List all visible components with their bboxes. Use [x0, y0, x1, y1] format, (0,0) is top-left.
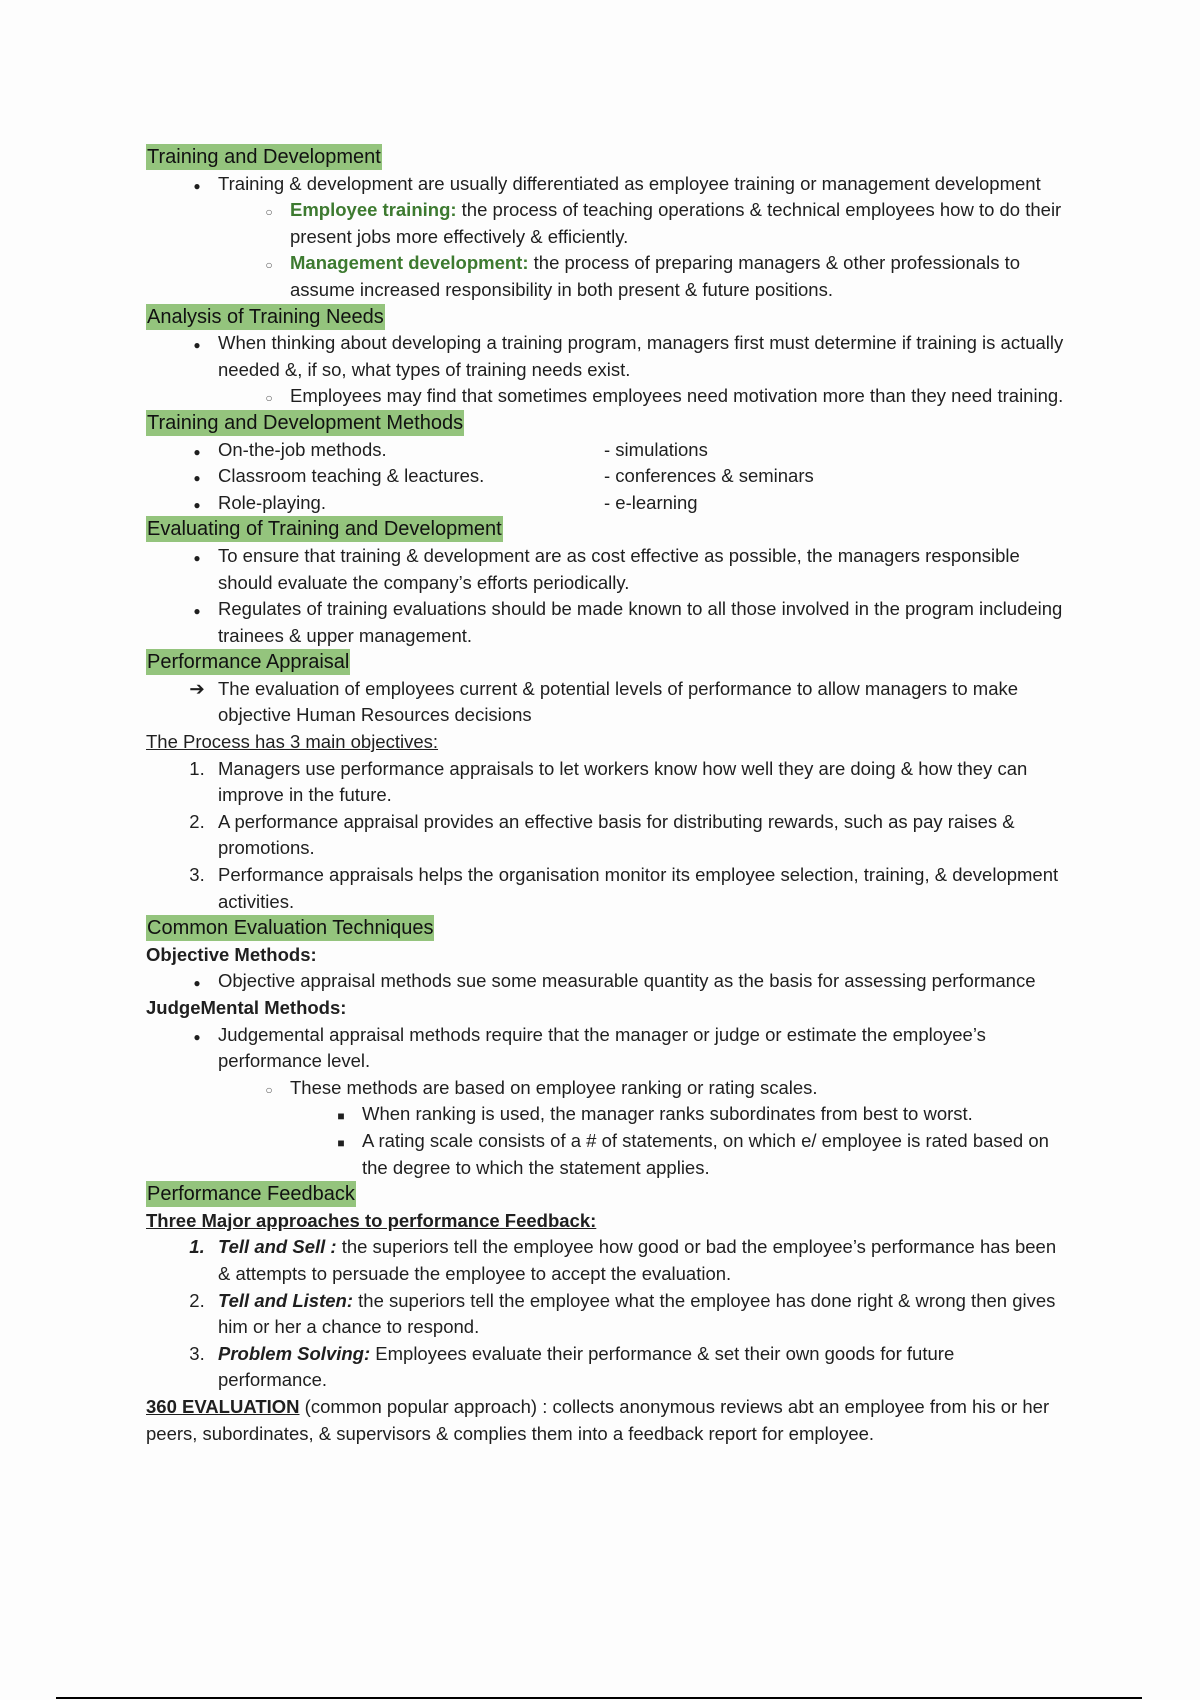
subheading: The Process has 3 main objectives: — [146, 731, 439, 753]
sub-bullet-text: These methods are based on employee ranking or rating scales. — [290, 1076, 818, 1098]
bullet-icon — [182, 596, 212, 625]
sub-bullet-item — [146, 383, 1066, 410]
judgemental-methods-label: JudgeMental Methods: — [146, 997, 347, 1018]
bullet-item — [146, 171, 1066, 198]
document-page — [146, 144, 1066, 1447]
bullet-item — [146, 1022, 1066, 1075]
bullet-text: Training & development are usually differentiated as employee training or management development — [218, 172, 1041, 194]
method-left: On-the-job methods. — [218, 438, 387, 460]
section-performance-feedback — [146, 1181, 1066, 1447]
bullet-icon — [182, 463, 212, 492]
hollow-bullet-icon — [254, 1075, 284, 1104]
arrow-text: The evaluation of employees current & potential levels of performance to allow managers to make objective Human Resources decisions — [218, 677, 1019, 726]
method-right: - simulations — [604, 438, 708, 460]
term-definition: the process of preparing managers & other professionals to assume increased responsibility in both present & future positions. — [290, 252, 1021, 300]
method-row — [146, 490, 1066, 517]
item-term: Tell and Listen: — [218, 1289, 353, 1311]
bullet-icon — [182, 490, 212, 519]
sub-sub-bullet-text: A rating scale consists of a # of statements, on which e/ employee is rated based on the degree to which the statement applies. — [362, 1129, 1049, 1178]
sub-sub-bullet-item — [146, 1101, 1066, 1128]
bullet-icon — [182, 330, 212, 359]
section-performance-appraisal — [146, 649, 1066, 915]
item-number: 1. — [189, 757, 205, 779]
method-row — [146, 463, 1066, 490]
numbered-item — [146, 1341, 1066, 1394]
item-term: Problem Solving: — [218, 1342, 371, 1364]
square-bullet-icon — [326, 1101, 356, 1130]
section-heading: Analysis of Training Needs — [147, 305, 384, 328]
item-text: Employees evaluate their performance & set their own goods for future performance. — [218, 1342, 955, 1391]
section-analysis-training-needs — [146, 304, 1066, 410]
bullet-text: Objective appraisal methods sue some measurable quantity as the basis for assessing performance — [218, 970, 1036, 992]
method-left: Role-playing. — [218, 491, 326, 513]
section-evaluation-techniques — [146, 915, 1066, 1181]
hollow-bullet-icon — [254, 197, 284, 226]
item-number: 2. — [189, 1289, 205, 1311]
numbered-item — [146, 1234, 1066, 1287]
bullet-text: Judgemental appraisal methods require that the manager or judge or estimate the employee’s performance level. — [218, 1023, 986, 1072]
term-employee-training: Employee training: — [290, 199, 457, 221]
page-bottom-rule — [56, 1697, 1142, 1699]
sub-bullet-item — [146, 250, 1066, 303]
sub-bullet-item — [146, 197, 1066, 250]
sub-bullet-text: Employees may find that sometimes employees need motivation more than they need training. — [290, 385, 1064, 407]
bullet-item — [146, 968, 1066, 995]
bullet-text: To ensure that training & development are as cost effective as possible, the managers responsible should evaluate the company’s efforts periodically. — [218, 544, 1020, 593]
section-training-methods — [146, 410, 1066, 516]
item-number: 1. — [189, 1236, 205, 1258]
item-text: Managers use performance appraisals to let workers know how well they are doing & how they can improve in the future. — [218, 757, 1028, 806]
numbered-item — [146, 756, 1066, 809]
item-text: the superiors tell the employee what the employee has done right & wrong then gives him or her a chance to respond. — [218, 1289, 1056, 1338]
bullet-icon — [182, 1022, 212, 1051]
section-heading: Evaluating of Training and Development — [147, 518, 502, 541]
item-text: the superiors tell the employee how good or bad the employee’s performance has been & attempts to persuade the employee to accept the evaluation. — [218, 1236, 1057, 1284]
bullet-text: Regulates of training evaluations should be made known to all those involved in the program includeing trainees & upper management. — [218, 598, 1063, 646]
item-text: Performance appraisals helps the organisation monitor its employee selection, training, & development activities. — [218, 864, 1059, 912]
arrow-right-icon: ➔ — [189, 677, 205, 699]
section-heading: Training and Development Methods — [147, 411, 464, 434]
sub-bullet-item — [146, 1075, 1066, 1102]
section-heading: Common Evaluation Techniques — [147, 917, 434, 940]
bullet-item — [146, 543, 1066, 596]
item-text: A performance appraisal provides an effective basis for distributing rewards, such as pay raises & promotions. — [218, 810, 1015, 859]
term-management-development: Management development: — [290, 252, 529, 274]
subheading: Three Major approaches to performance Feedback: — [146, 1209, 597, 1231]
numbered-item — [146, 809, 1066, 862]
numbered-item — [146, 862, 1066, 915]
item-term: Tell and Sell : — [218, 1236, 337, 1258]
item-number: 2. — [189, 810, 205, 832]
method-right: - e-learning — [604, 491, 698, 513]
bullet-text: When thinking about developing a training program, managers first must determine if training is actually needed &, if so, what types of training needs exist. — [218, 332, 1064, 380]
hollow-bullet-icon — [254, 383, 284, 412]
evaluation-360-paragraph — [146, 1394, 1066, 1447]
bullet-item — [146, 596, 1066, 649]
item-number: 3. — [189, 864, 205, 886]
arrow-item — [146, 676, 1066, 729]
numbered-item — [146, 1288, 1066, 1341]
method-right: - conferences & seminars — [604, 465, 814, 487]
section-heading: Performance Appraisal — [147, 651, 350, 674]
method-left: Classroom teaching & leactures. — [218, 465, 485, 487]
bullet-icon — [182, 437, 212, 466]
section-heading: Training and Development — [147, 146, 381, 168]
square-bullet-icon — [326, 1128, 356, 1157]
bullet-item — [146, 330, 1066, 383]
hollow-bullet-icon — [254, 250, 284, 279]
bullet-icon — [182, 171, 212, 200]
sub-sub-bullet-text: When ranking is used, the manager ranks subordinates from best to worst. — [362, 1103, 973, 1125]
method-row — [146, 437, 1066, 464]
section-heading: Performance Feedback — [147, 1183, 355, 1206]
term-definition: the process of teaching operations & technical employees how to do their present jobs more effectively & efficiently. — [290, 199, 1062, 247]
item-number: 3. — [189, 1342, 205, 1364]
sub-sub-bullet-item — [146, 1128, 1066, 1181]
evaluation-360-text: (common popular approach) : collects anonymous reviews abt an employee from his or her peers, subordinates, & supervisors & complies them into a feedback report for employee. — [146, 1395, 1050, 1444]
bullet-icon — [182, 968, 212, 997]
bullet-icon — [182, 543, 212, 572]
section-training-development — [146, 144, 1066, 304]
evaluation-360-term: 360 EVALUATION — [146, 1395, 300, 1417]
section-evaluating-training — [146, 516, 1066, 649]
objective-methods-label: Objective Methods: — [146, 943, 317, 965]
